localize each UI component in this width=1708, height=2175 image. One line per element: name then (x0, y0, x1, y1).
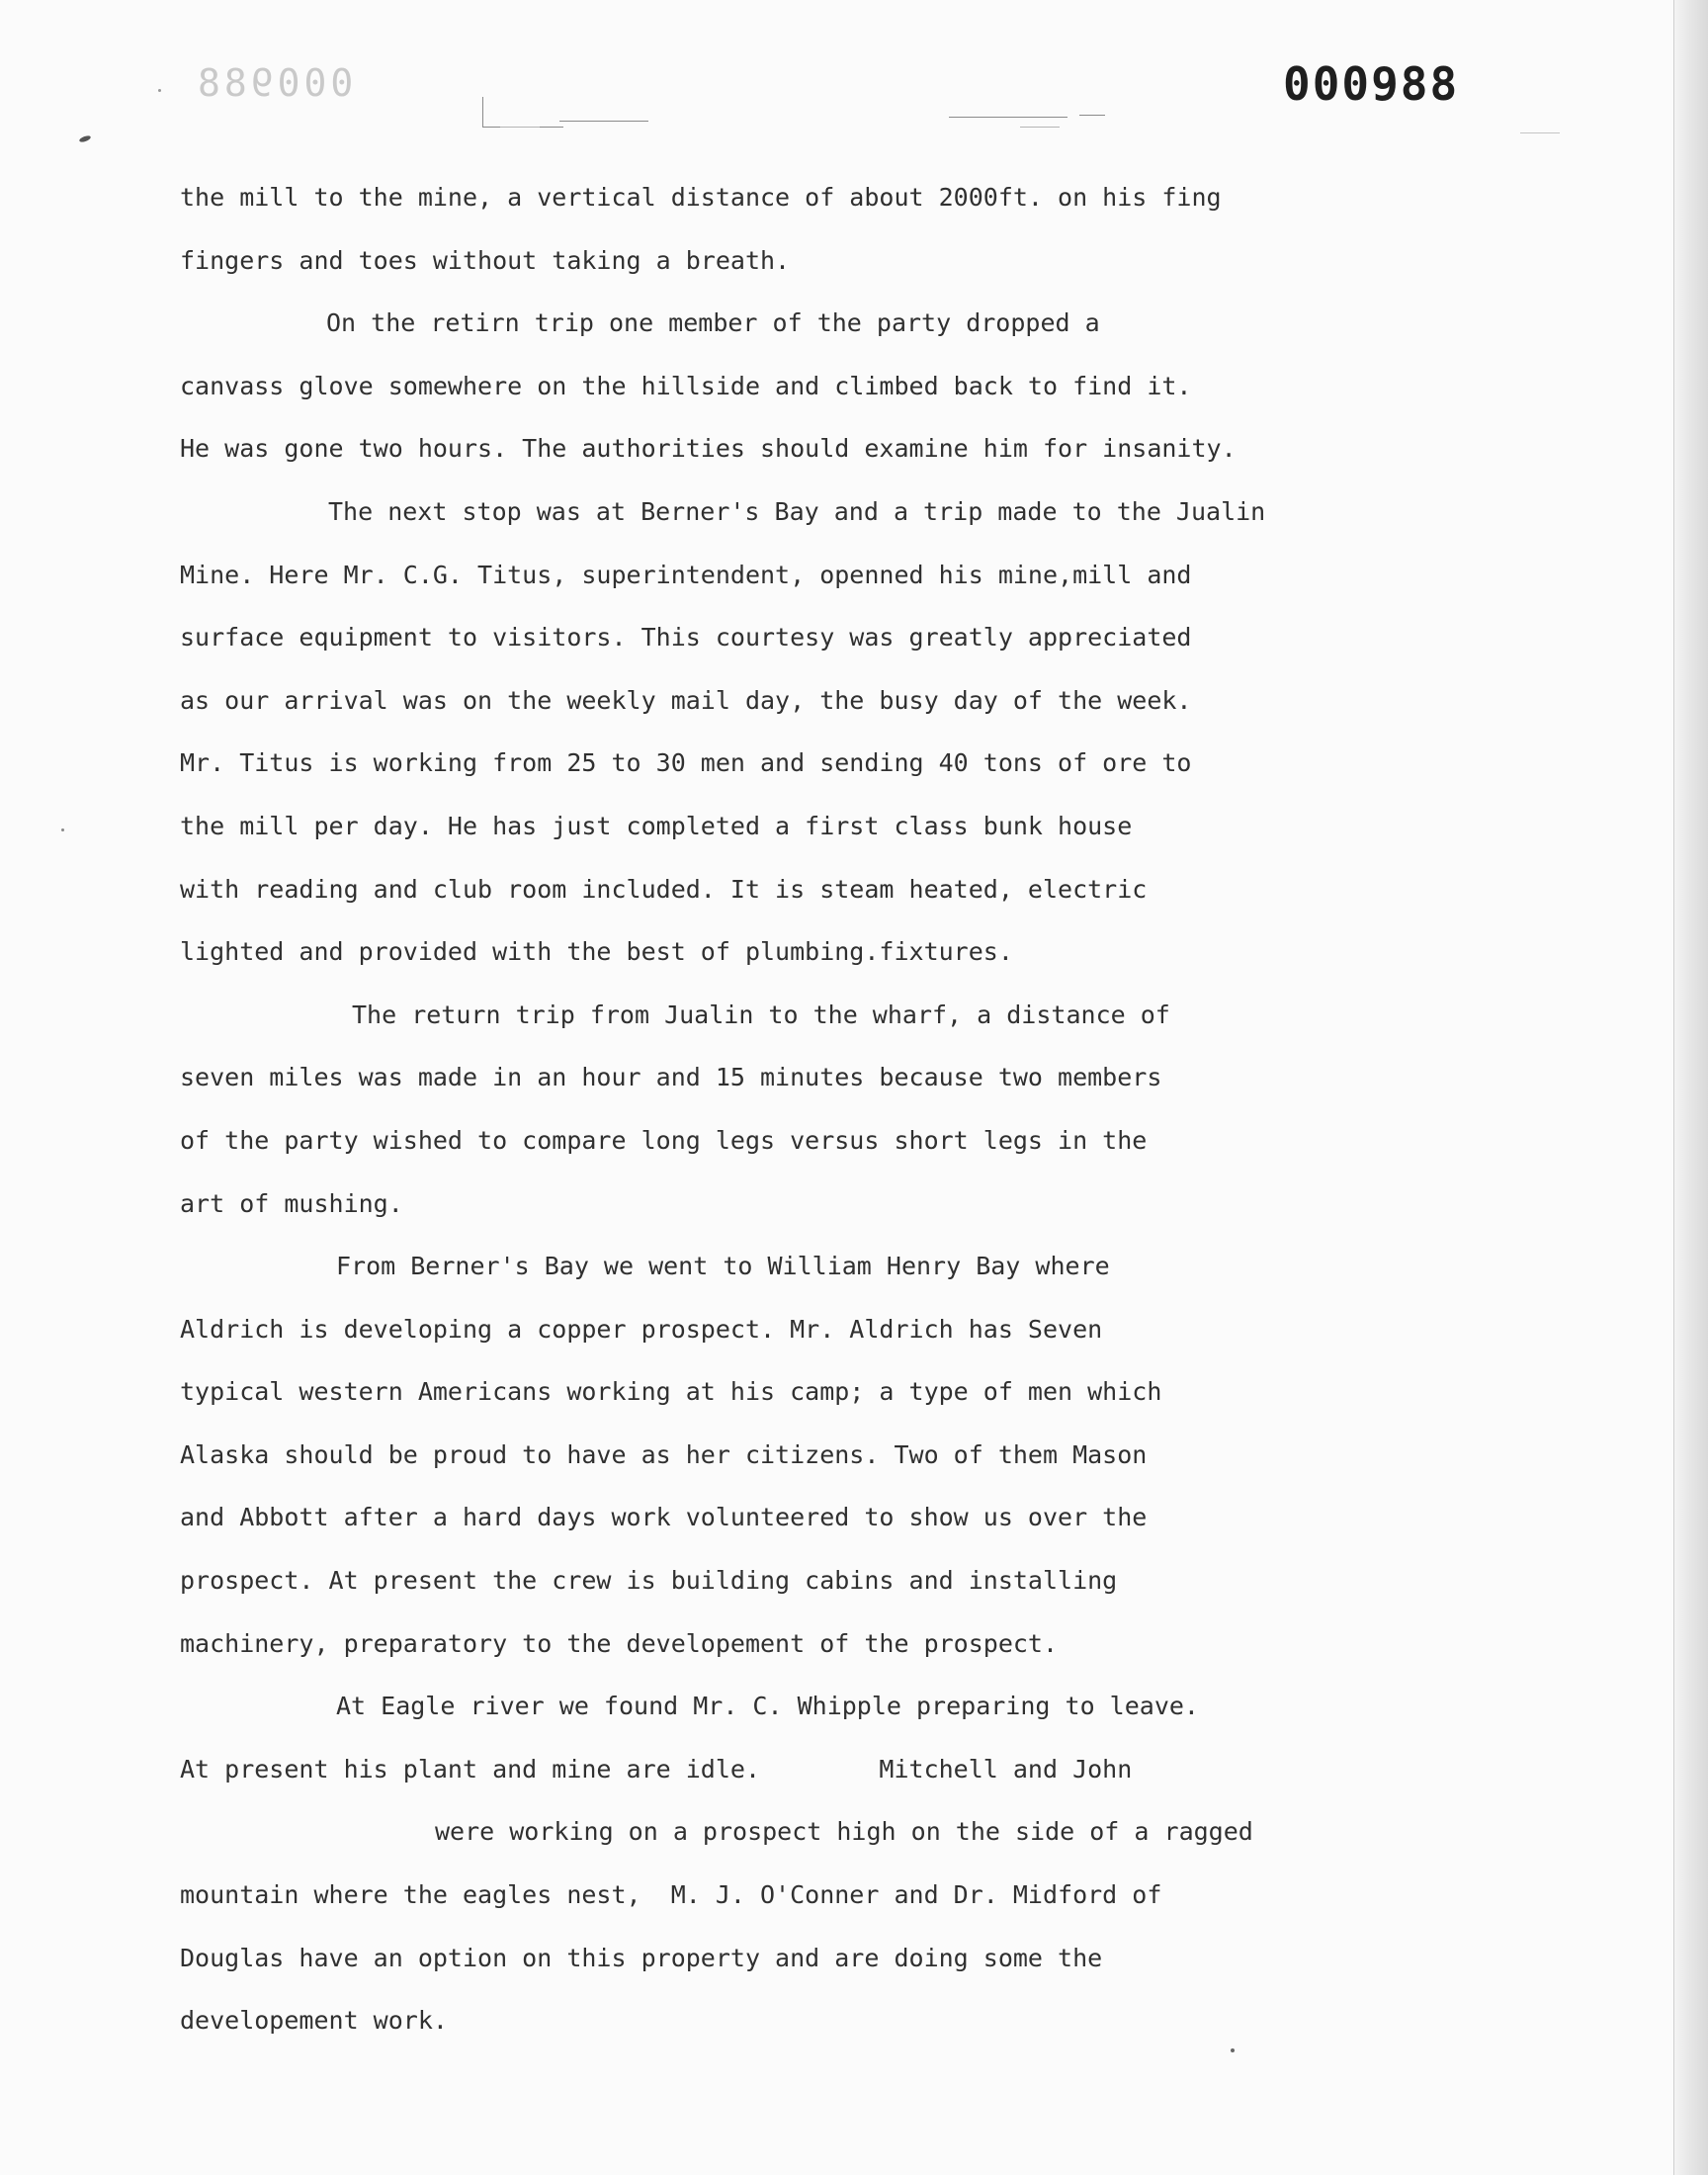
text-line: lighted and provided with the best of plumbing.fixtures. (180, 937, 1013, 967)
text-line: typical western Americans working at his camp; a type of men which (180, 1377, 1162, 1407)
bleed-through-page-number: 000988 (194, 61, 354, 105)
text-line: fingers and toes without taking a breath. (180, 245, 791, 275)
stamp-mark (500, 127, 540, 145)
text-line: From Berner's Bay we went to William Henry Bay where (336, 1252, 1110, 1281)
page-edge (1673, 0, 1708, 2175)
text-line: Alaska should be proud to have as her citizens. Two of them Mason (180, 1439, 1148, 1469)
page-number: 000988 (1283, 57, 1460, 111)
text-line: He was gone two hours. The authorities should examine him for insanity. (180, 434, 1237, 464)
text-line: the mill to the mine, a vertical distance of about 2000ft. on his fing (180, 183, 1222, 212)
text-line: machinery, preparatory to the developement of the prospect. (180, 1628, 1059, 1658)
text-line: Douglas have an option on this property and are doing some the (180, 1943, 1103, 1972)
ink-speck (61, 828, 64, 831)
text-line: Mr. Titus is working from 25 to 30 men and sending 40 tons of ore to (180, 748, 1192, 778)
ink-smudge (79, 134, 92, 143)
text-line: of the party wished to compare long legs versus short legs in the (180, 1125, 1148, 1155)
stamp-rule (949, 117, 1068, 118)
text-line: surface equipment to visitors. This courtesy was greatly appreciated (180, 623, 1192, 652)
ink-speck (158, 89, 161, 92)
text-line: The return trip from Jualin to the wharf, a distance of (352, 1000, 1170, 1029)
text-line: as our arrival was on the weekly mail day, the busy day of the week. (180, 685, 1192, 715)
document-body (180, 166, 1524, 2052)
stamp-rule-tick (482, 97, 483, 127)
text-line: and Abbott after a hard days work volunteered to show us over the (180, 1503, 1148, 1532)
text-line: The next stop was at Berner's Bay and a trip made to the Jualin (328, 496, 1266, 526)
text-line: were working on a prospect high on the side of a ragged (435, 1817, 1253, 1847)
text-line: canvass glove somewhere on the hillside and climbed back to find it. (180, 371, 1192, 400)
text-line: Aldrich is developing a copper prospect. Mr. Aldrich has Seven (180, 1314, 1103, 1344)
stamp-mark (1520, 132, 1560, 151)
text-line: prospect. At present the crew is building cabins and installing (180, 1566, 1118, 1596)
text-line: seven miles was made in an hour and 15 minutes because two members (180, 1063, 1162, 1092)
text-line: On the retirn trip one member of the party dropped a (326, 308, 1100, 338)
text-line: At Eagle river we found Mr. C. Whipple preparing to leave. (336, 1692, 1199, 1721)
text-line: the mill per day. He has just completed a first class bunk house (180, 811, 1133, 840)
stamp-rule (559, 121, 648, 122)
text-line: developement work. (180, 2006, 448, 2036)
text-line: At present his plant and mine are idle. Mitchell and John (180, 1754, 1133, 1784)
stamp-rule (1079, 115, 1105, 116)
text-line: Mine. Here Mr. C.G. Titus, superintendent, openned his mine,mill and (180, 560, 1192, 589)
stamp-mark (1020, 127, 1060, 145)
text-line: mountain where the eagles nest, M. J. O'Conner and Dr. Midford of (180, 1880, 1162, 1910)
text-line: art of mushing. (180, 1188, 403, 1218)
text-line: with reading and club room included. It is steam heated, electric (180, 874, 1148, 904)
